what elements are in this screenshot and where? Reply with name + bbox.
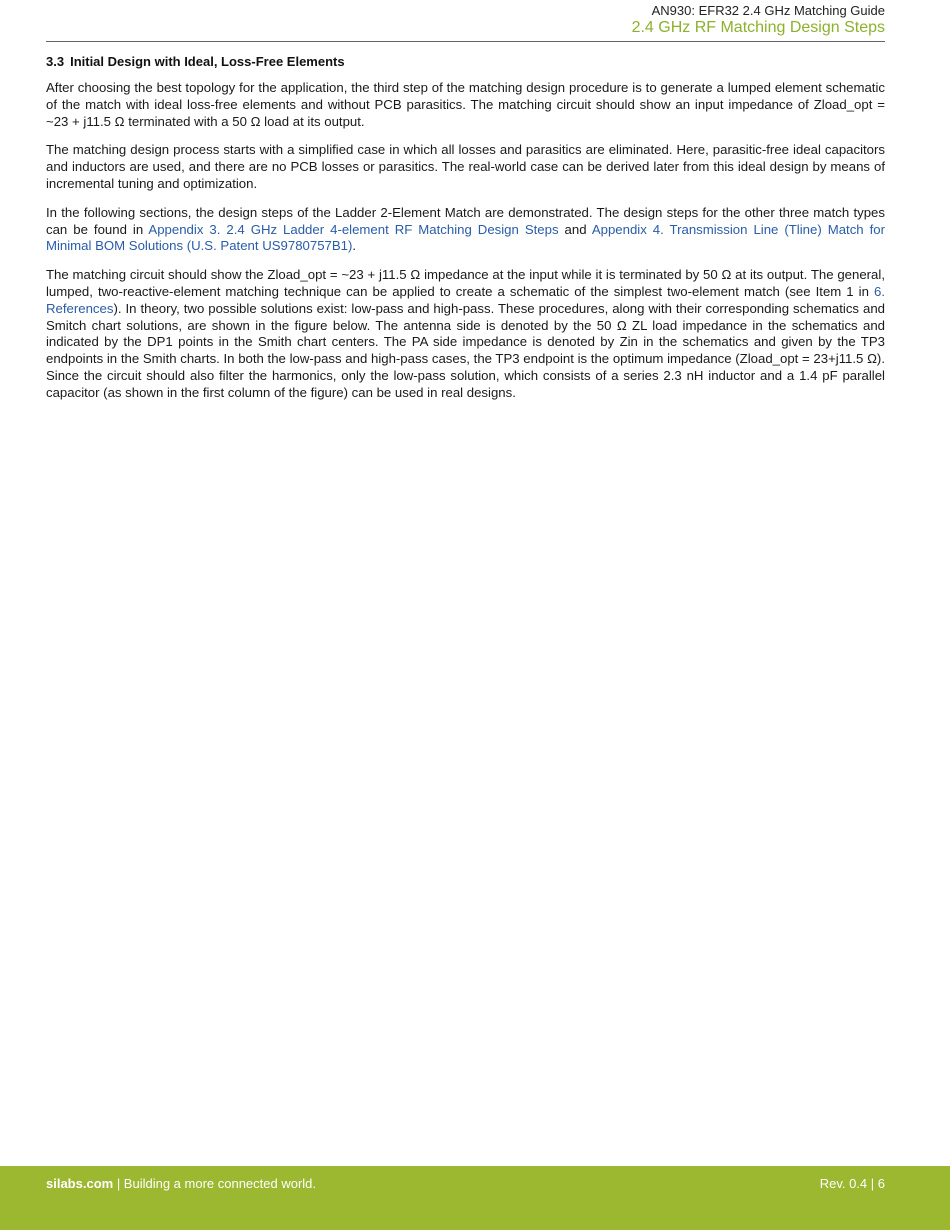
references-link[interactable]: 6. References — [46, 283, 885, 316]
chapter-title: 2.4 GHz RF Matching Design Steps — [631, 19, 885, 36]
footer-page-info — [820, 1176, 885, 1191]
footer-separator: | — [867, 1176, 878, 1191]
section-title: Initial Design with Ideal, Loss-Free Elements — [70, 54, 345, 69]
paragraph-4-text: The matching circuit should show the Zload_opt = ~23 + j11.5 Ω impedance at the input while it is terminated by 50 Ω at its output. The general, lumped, two-reactive-element matching technique can be applied to create a schematic of the simplest two-element match (see Item 1 in — [46, 267, 885, 299]
header-divider — [46, 41, 885, 42]
section-heading — [46, 54, 885, 69]
paragraph-3-and: and — [558, 221, 592, 237]
page-number: 6 — [877, 1176, 885, 1191]
paragraph-3 — [46, 205, 885, 255]
section-number: 3.3 — [46, 54, 65, 69]
page-content — [46, 54, 885, 414]
paragraph-1: After choosing the best topology for the application, the third step of the matching design procedure is to generate a lumped element schematic of the match with ideal loss-free elements and without PCB parasitics. The matching circuit should show an input impedance of Zload_opt = ~23 + j11.5 Ω terminated with a 50 Ω load at its output. — [46, 80, 885, 129]
revision: Rev. 0.4 — [819, 1176, 868, 1191]
document-title: AN930: EFR32 2.4 GHz Matching Guide — [651, 3, 885, 18]
paragraph-4-rest: ). In theory, two possible solutions exist: low-pass and high-pass. These procedures, along with their corresponding schematics and Smitch chart solutions, are shown in the figure below. The antenna side is denoted by the 50 Ω ZL load impedance in the schematics and indicated by the DP1 points in the Smith chart centers. The PA side impedance is denoted by Zin in the schematics and given by the TP3 endpoints in the Smith charts. In both the low-pass and high-pass cases, the TP3 endpoint is the optimum impedance (Zload_opt = 23+j11.5 Ω). Since the circuit should also filter the harmonics, only the low-pass solution, which consists of a series 2.3 nH inductor and a 1.4 pF parallel capacitor (as shown in the first column of the figure) can be used in real designs. — [46, 300, 885, 400]
footer-tagline — [46, 1176, 316, 1191]
page-header — [46, 0, 885, 38]
page-footer — [0, 1166, 950, 1230]
paragraph-3-end: . — [352, 238, 357, 254]
appendix-3-link[interactable]: Appendix 3. 2.4 GHz Ladder 4-element RF Matching Design Steps — [148, 221, 559, 237]
tagline: | Building a more connected world. — [113, 1176, 317, 1191]
paragraph-4 — [46, 267, 885, 401]
paragraph-3-text: In the following sections, the design steps of the Ladder 2-Element Match are demonstrated. The design steps for the other three match types can be found in — [46, 204, 885, 237]
paragraph-2: The matching design process starts with a simplified case in which all losses and parasitics are eliminated. Here, parasitic-free ideal capacitors and inductors are used, and there are no PCB losses or parasitics. The real-world case can be derived later from this ideal design by means of incremental tuning and optimization. — [46, 142, 885, 191]
site-link[interactable]: silabs.com — [46, 1176, 114, 1191]
appendix-4-link[interactable]: Appendix 4. Transmission Line (Tline) Match for Minimal BOM Solutions (U.S. Patent US9780757B1) — [46, 221, 885, 254]
